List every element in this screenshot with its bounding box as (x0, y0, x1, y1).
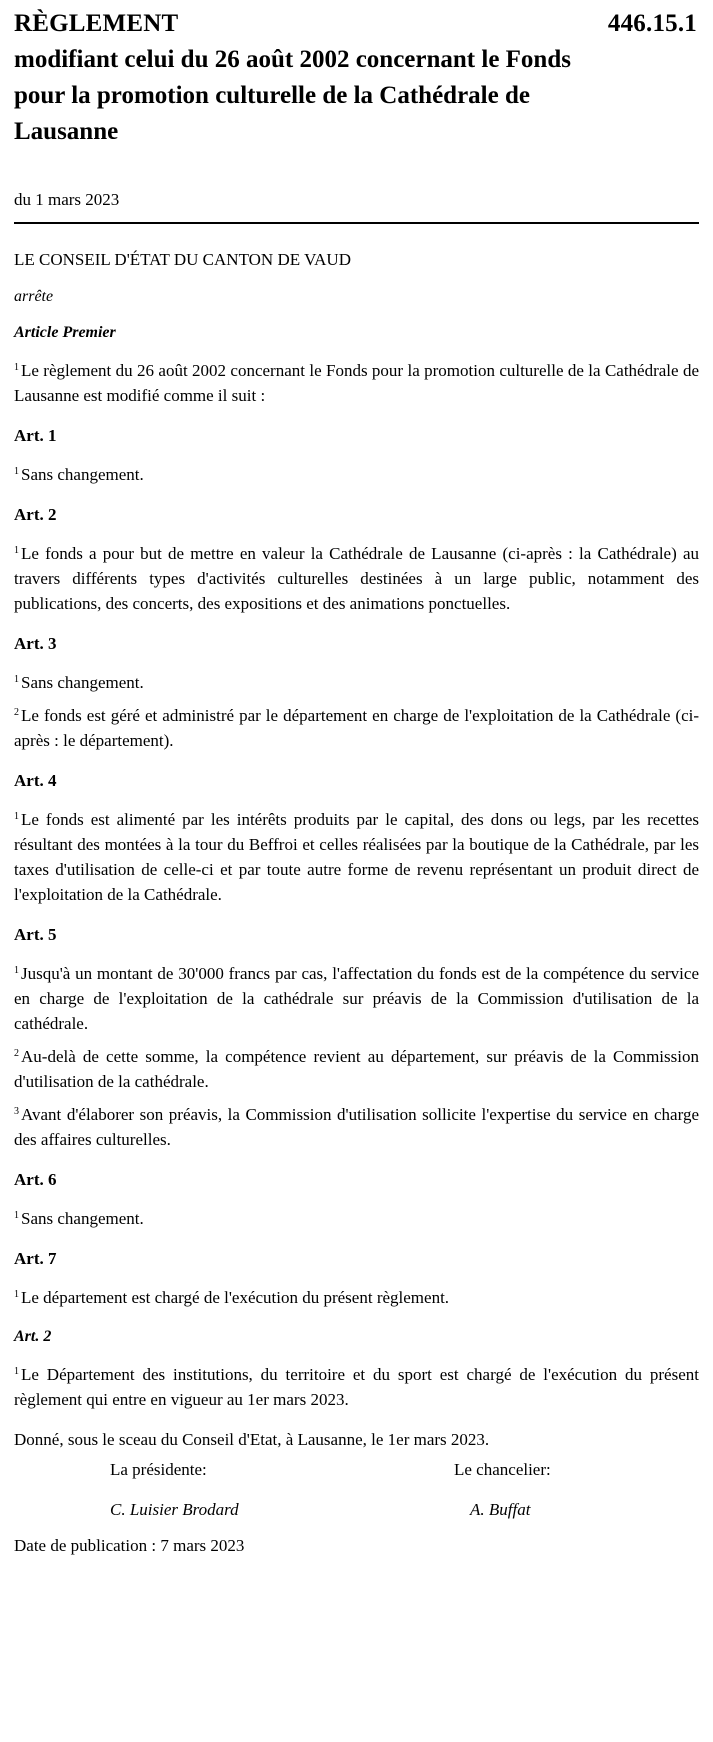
art-5-paragraph-1 (14, 961, 699, 1036)
paragraph-number: 1 (14, 1289, 19, 1300)
art-5-paragraph-2 (14, 1044, 699, 1094)
decree-verb: arrête (14, 288, 54, 305)
art-3-paragraph-1 (14, 670, 699, 695)
paragraph-number: 1 (14, 545, 19, 556)
paragraph-number: 1 (14, 362, 19, 373)
paragraph-text: Le règlement du 26 août 2002 concernant le Fonds pour la promotion culturelle de la Cathédrale de Lausanne est modifié comme il suit : (14, 361, 699, 405)
art-6-heading: Art. 6 (14, 1170, 57, 1189)
signature-labels (14, 1460, 699, 1480)
paragraph-text: Le fonds a pour but de mettre en valeur la Cathédrale de Lausanne (ci-après : la Cathédrale) au travers différents types d'activités culturelles destinées à un large public, notamment des publications, des concerts, des expositions et des animations ponctuelles. (14, 544, 699, 613)
paragraph-text: Le département est chargé de l'exécution du présent règlement. (21, 1288, 450, 1307)
document-code: 446.15.1 (607, 10, 697, 37)
document-date: du 1 mars 2023 (14, 190, 120, 209)
document-type: RÈGLEMENT (14, 10, 179, 37)
signature-names (14, 1500, 699, 1520)
paragraph-number: 1 (14, 811, 19, 822)
paragraph-text: Au-delà de cette somme, la compétence revient au département, sur préavis de la Commission d'utilisation de la cathédrale. (14, 1047, 699, 1091)
paragraph-text: Le fonds est géré et administré par le département en charge de l'exploitation de la Cathédrale (ci-après : le département). (14, 706, 699, 750)
paragraph-text: Jusqu'à un montant de 30'000 francs par cas, l'affectation du fonds est de la compétence du service en charge de l'exploitation de la cathédrale sur préavis de la Commission d'utilisation de la cathédrale. (14, 964, 699, 1033)
paragraph-number: 2 (14, 1048, 19, 1059)
subtitle-line: modifiant celui du 26 août 2002 concernant le Fonds (14, 46, 571, 73)
art-2-heading: Art. 2 (14, 505, 57, 524)
paragraph-number: 3 (14, 1106, 19, 1117)
paragraph-text: Sans changement. (21, 465, 144, 484)
given-under-seal: Donné, sous le sceau du Conseil d'Etat, à Lausanne, le 1er mars 2023. (14, 1430, 490, 1449)
paragraph-number: 1 (14, 674, 19, 685)
president-name: C. Luisier Brodard (110, 1500, 239, 1519)
article-premier-paragraph (14, 358, 699, 408)
art-5-heading: Art. 5 (14, 925, 57, 944)
paragraph-text: Le Département des institutions, du territoire et du sport est chargé de l'exécution du présent règlement qui entre en vigueur au 1er mars 2023. (14, 1365, 699, 1409)
final-art-2-heading: Art. 2 (14, 1328, 52, 1345)
issuing-authority: LE CONSEIL D'ÉTAT DU CANTON DE VAUD (14, 250, 351, 269)
chancellor-label: Le chancelier: (454, 1460, 551, 1479)
art-1-paragraph (14, 462, 699, 487)
document-subtitle (14, 42, 699, 150)
paragraph-number: 2 (14, 707, 19, 718)
art-4-paragraph (14, 807, 699, 907)
chancellor-name: A. Buffat (470, 1500, 531, 1519)
paragraph-text: Le fonds est alimenté par les intérêts produits par le capital, des dons ou legs, par les recettes résultant des montées à la tour du Beffroi et celles réalisées par la boutique de la Cathédrale, par les taxes d'utilisation de celle-ci et par toute autre forme de revenu représentant un produit direct de l'exploitation de la Cathédrale. (14, 810, 699, 904)
paragraph-number: 1 (14, 965, 19, 976)
subtitle-line: Lausanne (14, 118, 119, 145)
article-premier-heading: Article Premier (14, 324, 116, 341)
paragraph-number: 1 (14, 466, 19, 477)
president-label: La présidente: (110, 1460, 207, 1479)
art-5-paragraph-3 (14, 1102, 699, 1152)
art-3-heading: Art. 3 (14, 634, 57, 653)
publication-date: Date de publication : 7 mars 2023 (14, 1536, 245, 1555)
paragraph-number: 1 (14, 1210, 19, 1221)
art-7-paragraph (14, 1285, 699, 1310)
art-6-paragraph (14, 1206, 699, 1231)
header-divider (14, 222, 699, 224)
paragraph-text: Sans changement. (21, 1209, 144, 1228)
art-1-heading: Art. 1 (14, 426, 57, 445)
subtitle-line: pour la promotion culturelle de la Cathédrale de (14, 82, 530, 109)
paragraph-text: Avant d'élaborer son préavis, la Commission d'utilisation sollicite l'expertise du service en charge des affaires culturelles. (14, 1105, 699, 1149)
art-7-heading: Art. 7 (14, 1249, 57, 1268)
final-art-2-paragraph (14, 1362, 699, 1412)
art-4-heading: Art. 4 (14, 771, 57, 790)
art-2-paragraph (14, 541, 699, 616)
paragraph-text: Sans changement. (21, 673, 144, 692)
document-header (14, 0, 699, 38)
art-3-paragraph-2 (14, 703, 699, 753)
paragraph-number: 1 (14, 1366, 19, 1377)
